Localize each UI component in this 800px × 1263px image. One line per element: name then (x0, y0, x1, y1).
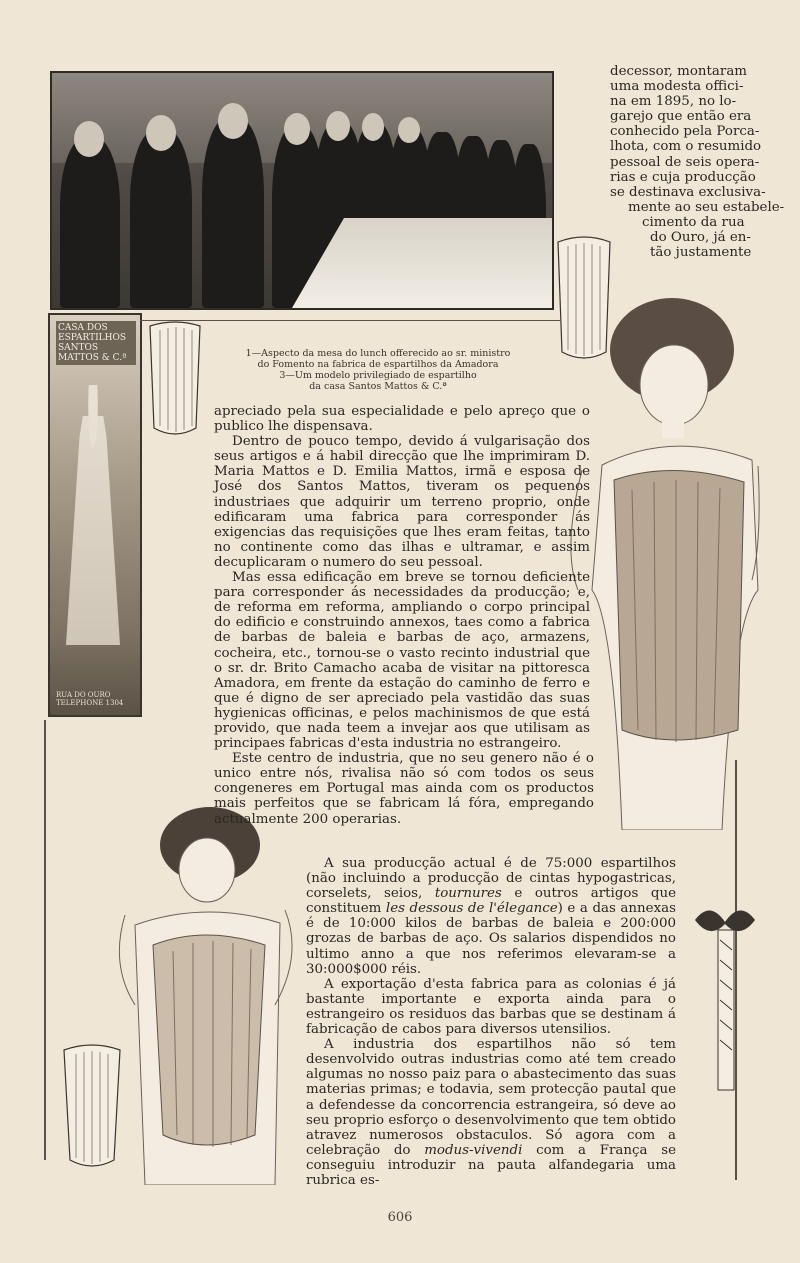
rc-line: decessor, montaram (610, 64, 747, 79)
advert-title: CASA DOS ESPARTILHOS SANTOS MATTOS & C.ª (56, 321, 136, 365)
corset-advertisement-panel (48, 313, 142, 717)
paragraph: Dentro de pouco tempo, devido á vulgarisação dos seus artigos e á habil direcção que lhe imprimiram D. Maria Mattos e D. Emilia Mattos, irmã e esposa de José dos Santos Mattos, tiveram os pequenos industriaes que adquirir um terreno proprio, onde edificaram uma fabrica para corresponder ás exigencias das requisições que lhes eram feitas, tanto no continente como das ilhas e ultramar, e assim decuplicaram o numero do seu pessoal. (214, 434, 590, 570)
rc-line: mente ao seu estabele- (628, 199, 785, 215)
paragraph: A industria dos espartilhos não só tem desenvolvido outras industrias como até tem creado algumas no nosso paiz para o abastecimento das suas materias primas; e todavia, sem protecção pautal que a defendesse da concorrencia estrangeira, só deve ao seu proprio esforço o desenvolvimento que tem obtido atravez numerosos obstaculos. Só agora com a celebração do modus-vivendi com a França se conseguiu introduzir na pauta alfandegaria uma rubrica es- (306, 1037, 676, 1188)
body-text-upper (214, 404, 594, 827)
rc-line: do Ouro, já en- (650, 230, 751, 246)
rc-line: garejo que então era (610, 109, 752, 125)
page-number: 606 (387, 1210, 413, 1225)
rc-line: rias e cuja producção (610, 169, 756, 185)
bow-ribbon-illustration (690, 900, 760, 1100)
rc-line: na em 1895, no lo- (610, 94, 737, 110)
paragraph: Mas essa edificação em breve se tornou deficiente para corresponder ás necessidades da producção; e, de reforma em reforma, ampliando o corpo principal do edificio e construindo annexos, taes como a fabrica de barbas de baleia e barbas de aço, armazens, cocheira, etc., tornou-se o vasto recinto industrial que o sr. dr. Brito Camacho acaba de visitar na pittoresca Amadora, em frente da estação do caminho de ferro e que é digno de ser apreciado pela vastidão das suas hygienicas officinas, e pelos machinismos de que está provido, que nada teem a invejar aos que utilisam as principaes fabricas d'esta industria no estrangeiro. (214, 570, 590, 752)
rc-line: se destinava exclusiva- (610, 184, 766, 200)
rc-line: lhota, com o resumido (610, 139, 762, 155)
figure-caption (208, 348, 548, 392)
frame-left-ribbon (44, 720, 46, 1160)
rc-line: tão justamente (650, 245, 752, 261)
rc-line: conhecido pela Porca- (610, 124, 760, 140)
rc-line: uma modesta offici- (610, 79, 744, 95)
paragraph: A sua producção actual é de 75:000 espartilhos (não incluindo a producção de cintas hypogastricas, corselets, seios, tournures e outros artigos que constituem les dessous de l'élegance) e a das annexas é de 10:000 kilos de barbas de baleia e 200:000 grozas de barbas de aço. Os salarios dispendidos no ultimo anno a que nos referimos elevaram-se a 30:000$000 réis. (306, 856, 677, 977)
woman-corset-illustration-right (562, 290, 762, 830)
small-corset-illustration-left (140, 318, 210, 458)
caption-line: 3—Um modelo privilegiado de espartilho (279, 370, 477, 381)
lunch-photograph (50, 71, 554, 310)
paragraph: Este centro de industria, que no seu genero não é o unico entre nós, rivalisa não só com todos os seus congeneres em Portugal mas ainda com os productos mais perfeitos que se fabricam lá fóra, empregando actualmente 200 operarias. (214, 751, 594, 827)
caption-line: da casa Santos Mattos & C.ª (309, 381, 447, 392)
caption-line: do Fomento na fabrica de espartilhos da Amadora (257, 359, 499, 370)
rc-line: cimento da rua (642, 214, 745, 230)
advert-lady-figure (66, 385, 120, 645)
paragraph: apreciado pela sua especialidade e pelo apreço que o publico lhe dispensava. (214, 404, 590, 435)
right-column-top-text (610, 64, 785, 261)
advert-footer: RUA DO OURO TELEPHONE 1304 (56, 691, 124, 707)
rc-line: pessoal de seis opera- (610, 154, 760, 170)
woman-corset-illustration-left (105, 805, 305, 1185)
caption-line: 1—Aspecto da mesa do lunch offerecido ao sr. ministro (245, 348, 511, 359)
paragraph: A exportação d'esta fabrica para as colonias é já bastante importante e exporta ainda para o estrangeiro os residuos das barbas que se destinam á fabricação de cabos para diversos utensilios. (306, 976, 676, 1038)
body-text-lower (306, 856, 676, 1188)
